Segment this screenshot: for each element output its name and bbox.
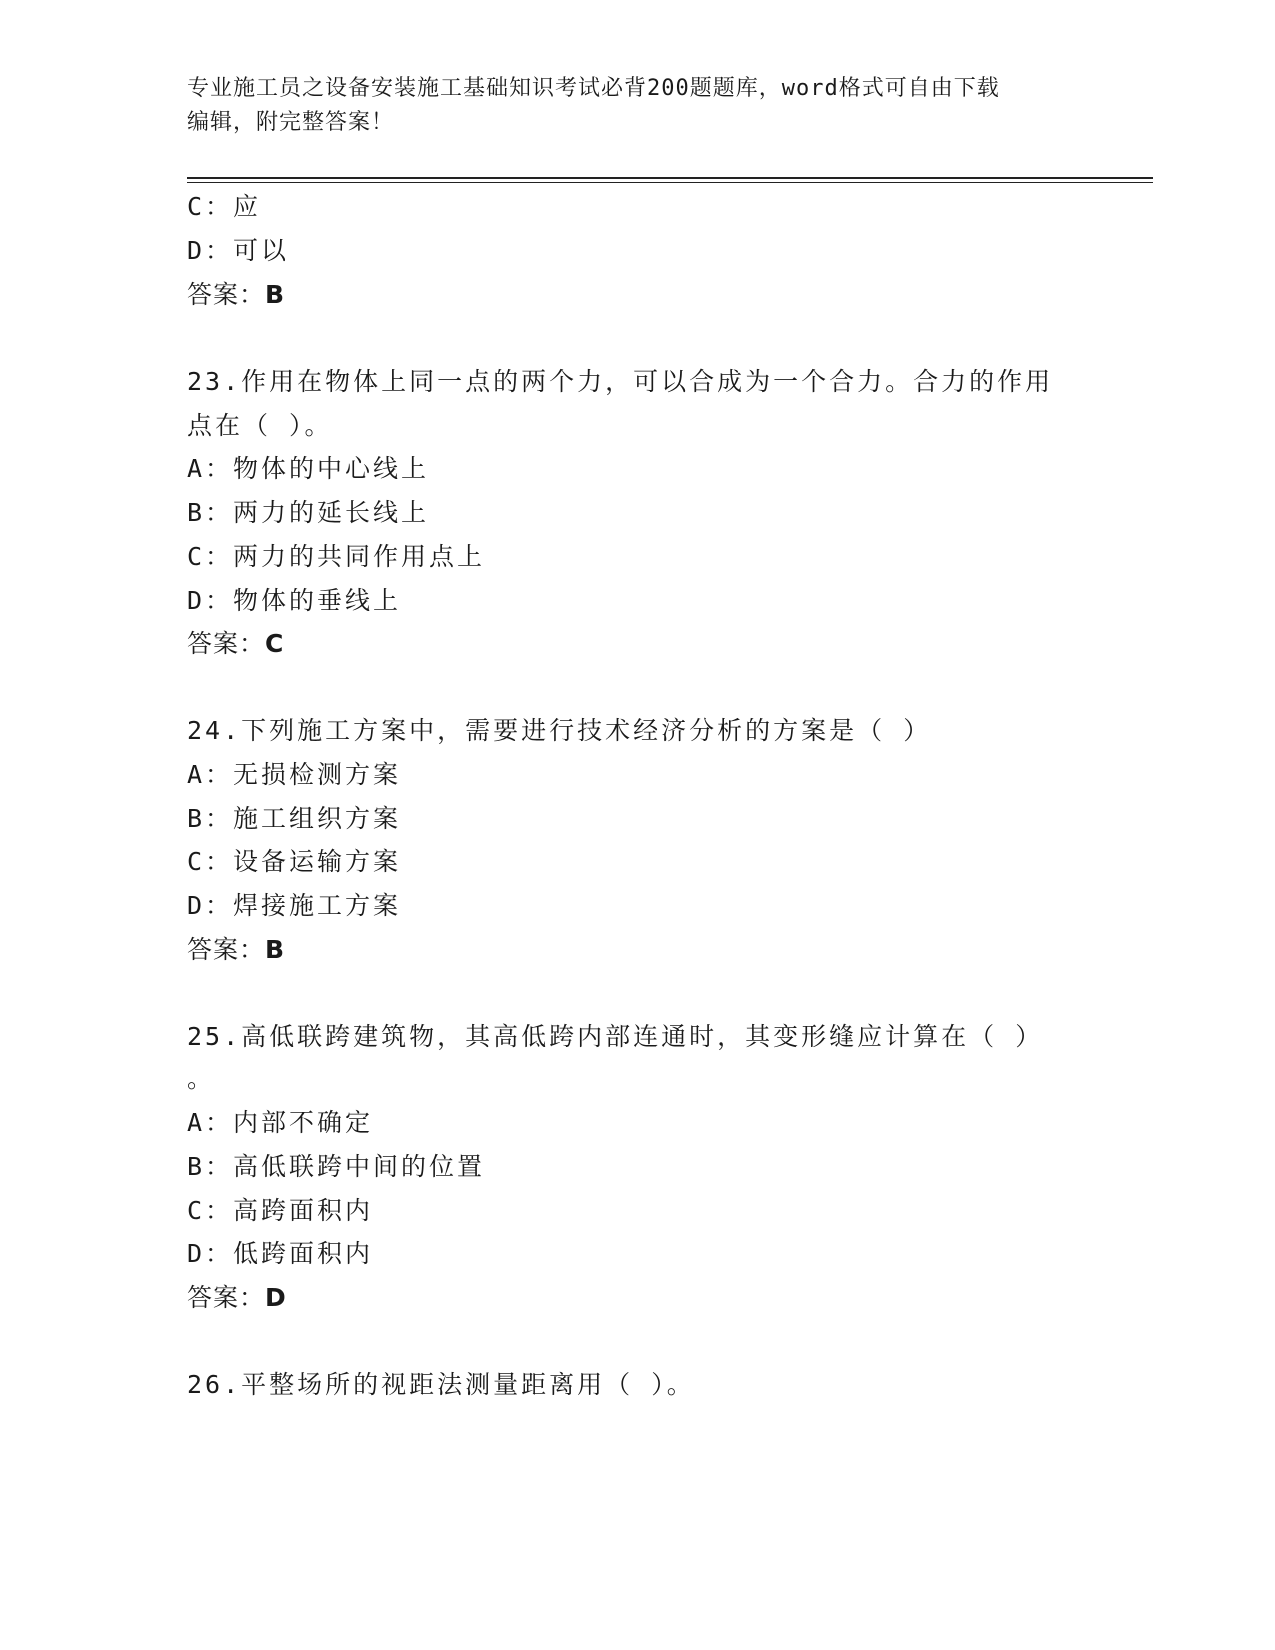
question-25-option-c: C：高跨面积内 [187, 1196, 374, 1225]
question-25-option-d: D：低跨面积内 [187, 1239, 374, 1268]
question-25-text-cont: 。 [187, 1064, 216, 1093]
answer-value: B [265, 280, 286, 309]
answer-label: 答案： [187, 280, 266, 309]
question-25-option-b: B：高低联跨中间的位置 [187, 1152, 486, 1181]
prev-option-d: D：可以 [187, 236, 290, 265]
question-26-text: 26.平整场所的视距法测量距离用（ ）。 [187, 1370, 695, 1399]
question-24-option-d: D：焊接施工方案 [187, 891, 402, 920]
question-23-option-d: D：物体的垂线上 [187, 586, 402, 615]
question-25-text: 25.高低联跨建筑物，其高低跨内部连通时，其变形缝应计算在（ ） [187, 1022, 1044, 1051]
header-divider-thin [187, 182, 1153, 183]
question-24-answer [187, 934, 285, 966]
question-25-answer [187, 1282, 287, 1314]
question-24-option-b: B：施工组织方案 [187, 804, 402, 833]
document-header [187, 72, 1087, 140]
prev-option-c: C：应 [187, 192, 262, 221]
question-23-answer [187, 628, 284, 660]
question-24-text: 24.下列施工方案中，需要进行技术经济分析的方案是（ ） [187, 716, 932, 745]
question-23-option-a: A：物体的中心线上 [187, 454, 430, 483]
answer-label: 答案： [187, 935, 266, 964]
header-title-line-2: 编辑，附完整答案！ [187, 110, 395, 135]
question-23-text-cont: 点在（ ）。 [187, 411, 333, 440]
question-23-option-c: C：两力的共同作用点上 [187, 542, 486, 571]
header-divider-thick [187, 177, 1153, 179]
question-25-option-a: A：内部不确定 [187, 1108, 374, 1137]
question-24-option-c: C：设备运输方案 [187, 847, 402, 876]
question-23-text: 23.作用在物体上同一点的两个力，可以合成为一个合力。合力的作用 [187, 367, 1054, 396]
answer-value: B [265, 935, 286, 964]
question-23-option-b: B：两力的延长线上 [187, 498, 430, 527]
answer-label: 答案： [187, 629, 266, 658]
question-24-option-a: A：无损检测方案 [187, 760, 402, 789]
header-title-line-1: 专业施工员之设备安装施工基础知识考试必背200题题库，word格式可自由下载 [187, 76, 1000, 101]
answer-value: D [265, 1283, 287, 1312]
answer-value: C [265, 629, 285, 658]
answer-label: 答案： [187, 1283, 266, 1312]
prev-answer [187, 279, 285, 311]
